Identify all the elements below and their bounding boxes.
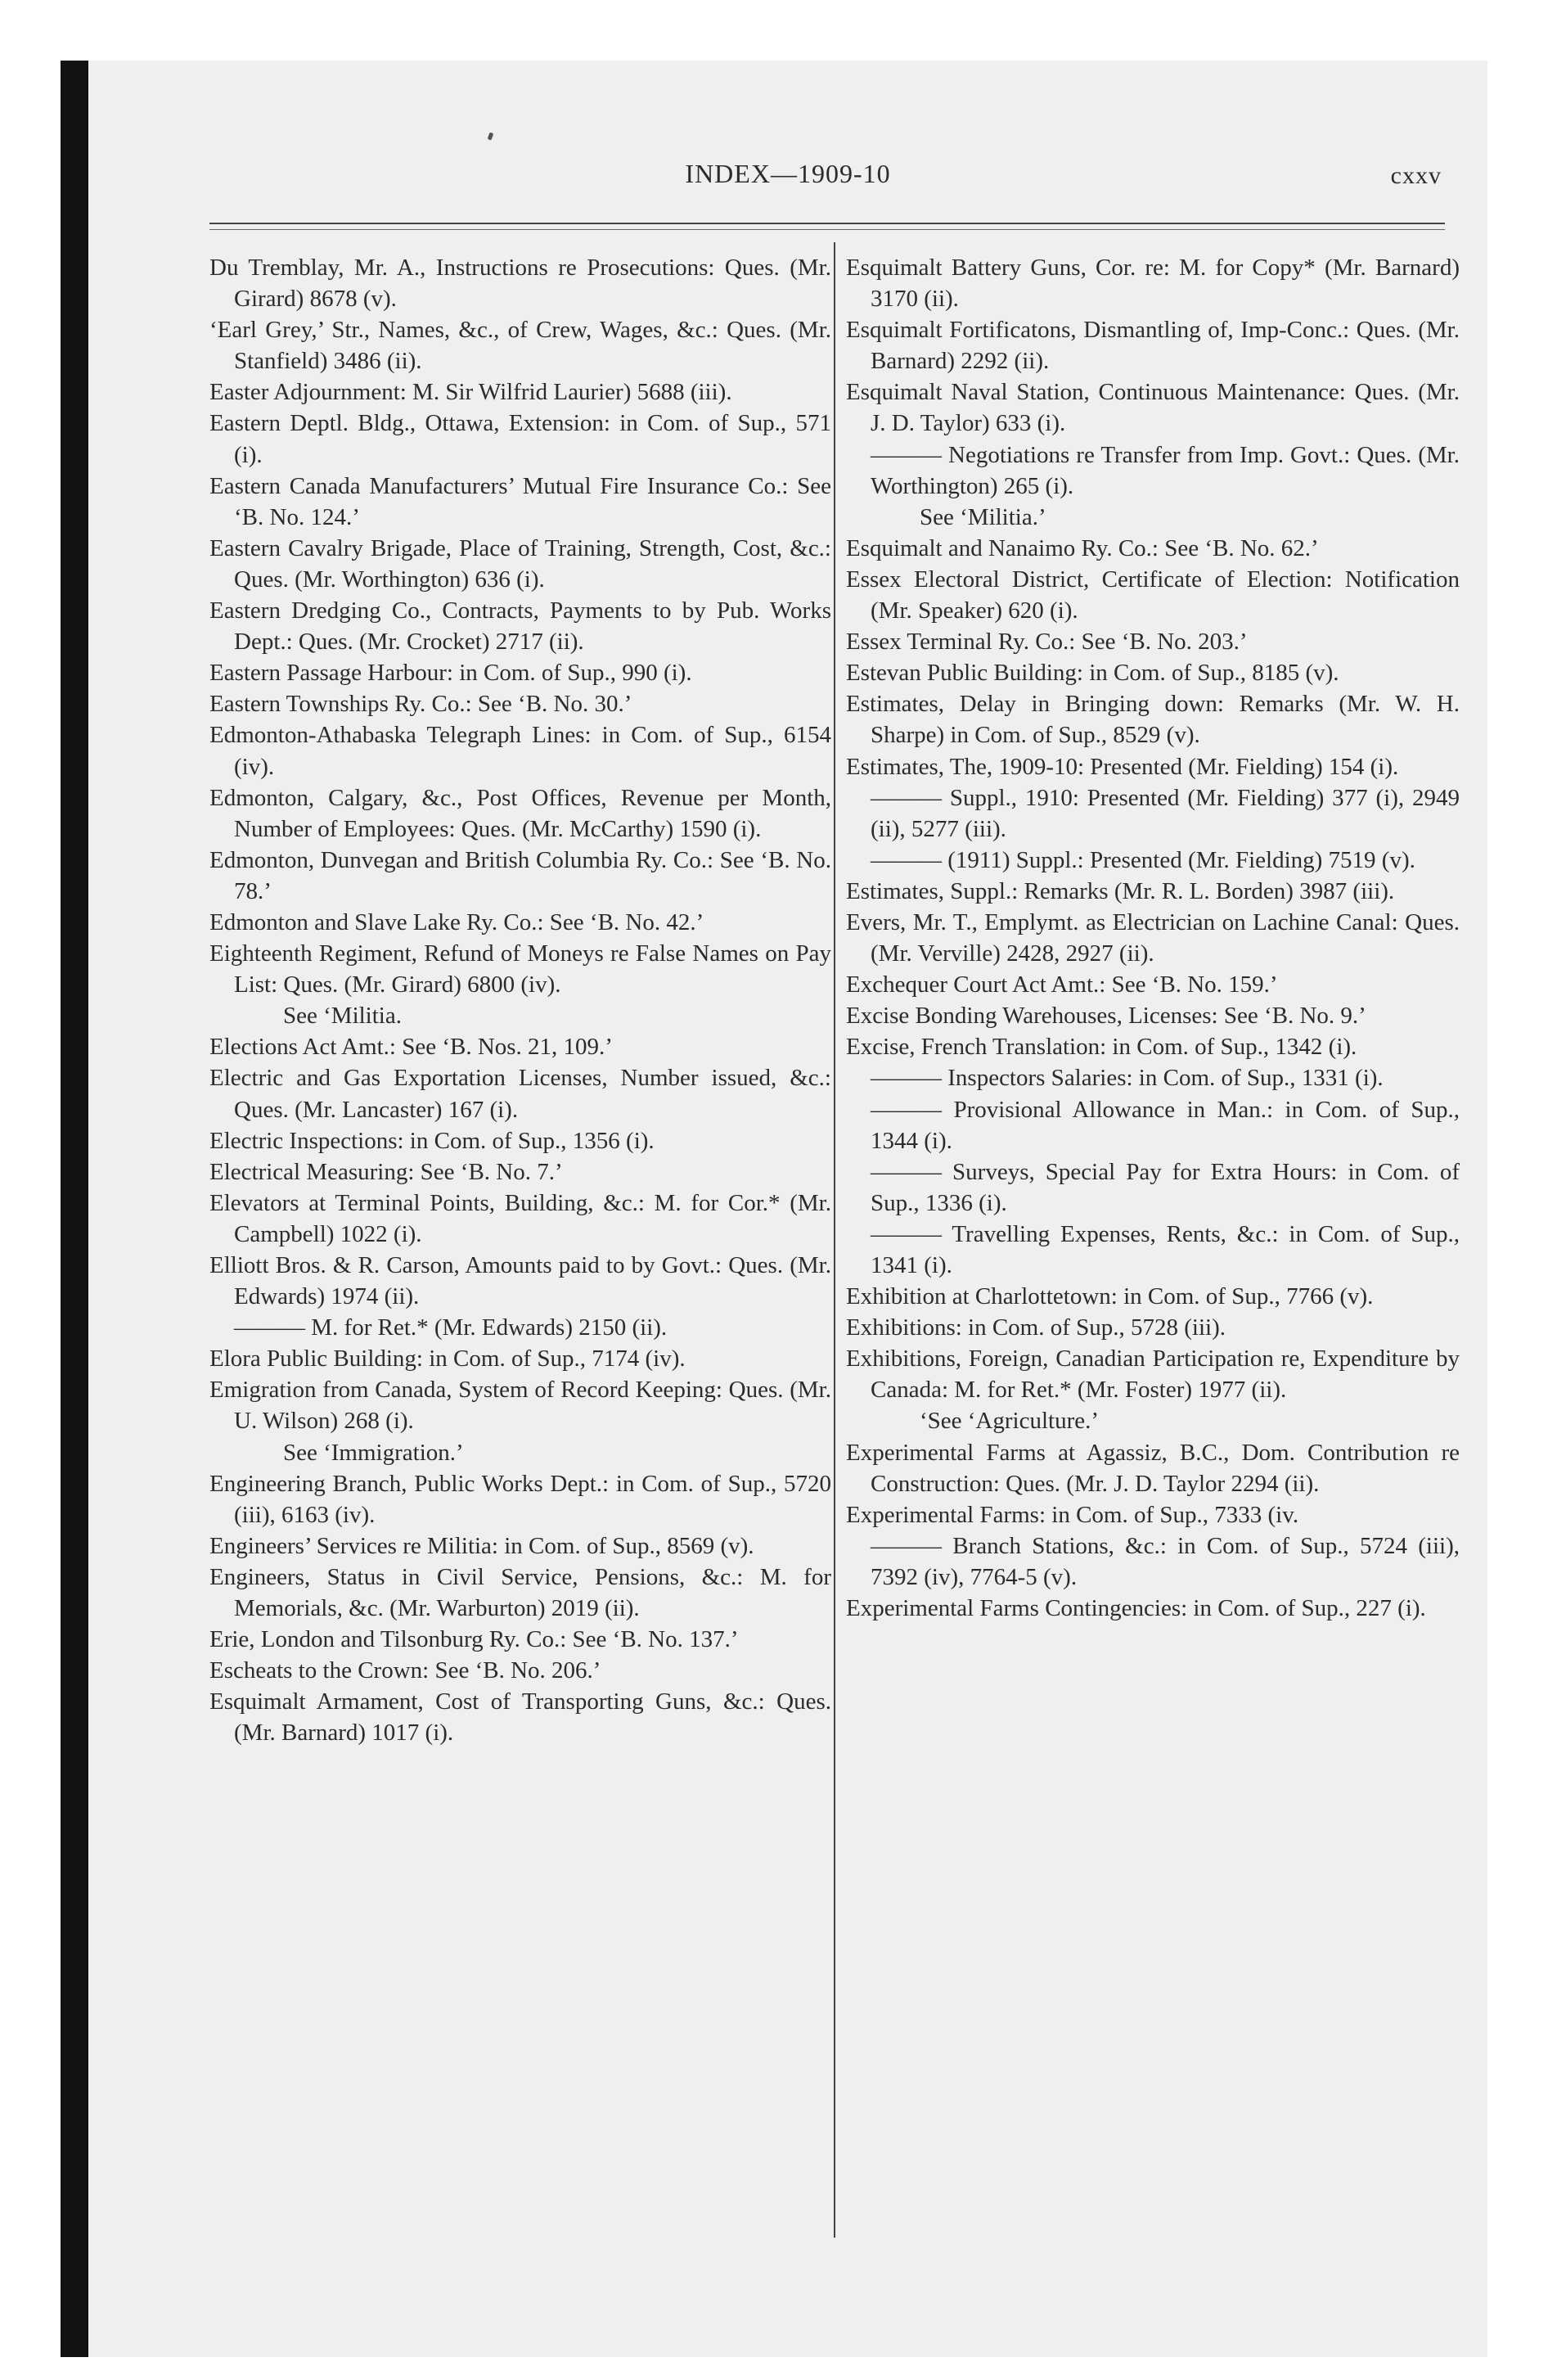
index-entry: Elliott Bros. & R. Carson, Amounts paid to by Govt.: Ques. (Mr. Edwards) 1974 (ii).: [209, 1252, 831, 1310]
index-entry: Eighteenth Regiment, Refund of Moneys re False Names on Pay List: Ques. (Mr. Girard) 6800 (iv).: [209, 940, 831, 998]
right-column: [846, 252, 1460, 1624]
index-entry: Edmonton and Slave Lake Ry. Co.: See ‘B. No. 42.’: [209, 908, 704, 935]
index-entry: Excise Bonding Warehouses, Licenses: See ‘B. No. 9.’: [846, 1003, 1366, 1030]
index-entry: Esquimalt and Nanaimo Ry. Co.: See ‘B. No. 62.’: [846, 534, 1319, 561]
page-number: cxxv: [1390, 162, 1442, 189]
index-entry: Estimates, The, 1909-10: Presented (Mr. Fielding) 154 (i).: [846, 753, 1399, 780]
index-entry: Exhibitions, Foreign, Canadian Participation re, Expenditure by Canada: M. for Ret.* (Mr. Foster) 1977 (ii).: [846, 1346, 1460, 1404]
index-entry: Eastern Passage Harbour: in Com. of Sup., 990 (i).: [209, 660, 692, 687]
index-entry: Eastern Townships Ry. Co.: See ‘B. No. 30.’: [209, 691, 632, 718]
index-entry: Essex Electoral District, Certificate of Election: Notification (Mr. Speaker) 620 (i).: [846, 566, 1460, 624]
index-entry: Electric Inspections: in Com. of Sup., 1356 (i).: [209, 1127, 655, 1154]
index-entry: ‘Earl Grey,’ Str., Names, &c., of Crew, Wages, &c.: Ques. (Mr. Stanfield) 3486 (ii).: [209, 317, 831, 375]
index-entry: Essex Terminal Ry. Co.: See ‘B. No. 203.’: [846, 629, 1248, 656]
header-rule: [209, 223, 1445, 224]
index-entry: Estevan Public Building: in Com. of Sup., 8185 (v).: [846, 660, 1339, 687]
index-entry: Electric and Gas Exportation Licenses, Number issued, &c.: Ques. (Mr. Lancaster) 167 (i).: [209, 1065, 831, 1123]
sub-entry: ——— Inspectors Salaries: in Com. of Sup., 1331 (i).: [871, 1065, 1384, 1092]
index-entry: Engineers, Status in Civil Service, Pensions, &c.: M. for Memorials, &c. (Mr. Warburton) 2019 (ii).: [209, 1563, 831, 1622]
index-entry: Esquimalt Fortificatons, Dismantling of, Imp-Conc.: Ques. (Mr. Barnard) 2292 (ii).: [846, 317, 1460, 375]
index-entry: Exchequer Court Act Amt.: See ‘B. No. 159.’: [846, 971, 1278, 998]
sub-entry: ——— (1911) Suppl.: Presented (Mr. Fielding) 7519 (v).: [871, 846, 1415, 873]
index-entry: Erie, London and Tilsonburg Ry. Co.: See ‘B. No. 137.’: [209, 1626, 739, 1653]
index-entry: Engineering Branch, Public Works Dept.: in Com. of Sup., 5720 (iii), 6163 (iv).: [209, 1470, 831, 1528]
left-column: [209, 252, 831, 1749]
index-entry: Du Tremblay, Mr. A., Instructions re Prosecutions: Ques. (Mr. Girard) 8678 (v).: [209, 255, 831, 313]
sub-entry: ——— Negotiations re Transfer from Imp. Govt.: Ques. (Mr. Worthington) 265 (i).: [871, 441, 1460, 499]
index-entry: Esquimalt Armament, Cost of Transporting Guns, &c.: Ques. (Mr. Barnard) 1017 (i).: [209, 1688, 831, 1747]
index-entry: Edmonton, Dunvegan and British Columbia Ry. Co.: See ‘B. No. 78.’: [209, 846, 831, 904]
see-also-entry: ‘See ‘Agriculture.’: [920, 1408, 1100, 1435]
index-entry: Evers, Mr. T., Emplymt. as Electrician on Lachine Canal: Ques. (Mr. Verville) 2428, 2927 (ii).: [846, 908, 1460, 967]
index-entry: Elections Act Amt.: See ‘B. Nos. 21, 109.’: [209, 1034, 613, 1061]
index-entry: Engineers’ Services re Militia: in Com. of Sup., 8569 (v).: [209, 1532, 754, 1559]
index-entry: Eastern Deptl. Bldg., Ottawa, Extension: in Com. of Sup., 571 (i).: [209, 410, 831, 468]
index-entry: Eastern Canada Manufacturers’ Mutual Fire Insurance Co.: See ‘B. No. 124.’: [209, 472, 831, 530]
page-title: INDEX—1909-10: [685, 159, 891, 188]
index-entry: Experimental Farms Contingencies: in Com. of Sup., 227 (i).: [846, 1595, 1426, 1622]
sub-entry: ——— Branch Stations, &c.: in Com. of Sup., 5724 (iii), 7392 (iv), 7764-5 (v).: [871, 1532, 1460, 1590]
index-entry: Elora Public Building: in Com. of Sup., 7174 (iv).: [209, 1346, 686, 1373]
index-entry: Estimates, Delay in Bringing down: Remarks (Mr. W. H. Sharpe) in Com. of Sup., 8529 (v).: [846, 691, 1460, 749]
scan-edge-shadow: [61, 61, 88, 2357]
index-entry: Electrical Measuring: See ‘B. No. 7.’: [209, 1158, 563, 1185]
see-also-entry: See ‘Militia.’: [920, 503, 1046, 530]
sub-entry: ——— M. for Ret.* (Mr. Edwards) 2150 (ii).: [234, 1314, 668, 1341]
see-also-entry: See ‘Immigration.’: [283, 1439, 464, 1466]
index-entry: Estimates, Suppl.: Remarks (Mr. R. L. Borden) 3987 (iii).: [846, 877, 1395, 904]
column-divider: [834, 242, 835, 2238]
index-entry: Excise, French Translation: in Com. of Sup., 1342 (i).: [846, 1034, 1357, 1061]
ink-speck: [488, 132, 494, 140]
sub-entry: ——— Travelling Expenses, Rents, &c.: in Com. of Sup., 1341 (i).: [871, 1220, 1460, 1278]
index-entry: Emigration from Canada, System of Record Keeping: Ques. (Mr. U. Wilson) 268 (i).: [209, 1377, 831, 1435]
index-entry: Esquimalt Naval Station, Continuous Maintenance: Ques. (Mr. J. D. Taylor) 633 (i).: [846, 379, 1460, 437]
index-entry: Edmonton, Calgary, &c., Post Offices, Revenue per Month, Number of Employees: Ques. (Mr. McCarthy) 1590 (i).: [209, 784, 831, 842]
index-entry: Esquimalt Battery Guns, Cor. re: M. for Copy* (Mr. Barnard) 3170 (ii).: [846, 255, 1460, 313]
sub-entry: ——— Provisional Allowance in Man.: in Com. of Sup., 1344 (i).: [871, 1096, 1460, 1154]
index-entry: Edmonton-Athabaska Telegraph Lines: in Com. of Sup., 6154 (iv).: [209, 722, 831, 780]
see-also-entry: See ‘Militia.: [283, 1003, 402, 1030]
index-entry: Easter Adjournment: M. Sir Wilfrid Laurier) 5688 (iii).: [209, 379, 732, 406]
sub-entry: ——— Surveys, Special Pay for Extra Hours: in Com. of Sup., 1336 (i).: [871, 1158, 1460, 1216]
index-entry: Elevators at Terminal Points, Building, &c.: M. for Cor.* (Mr. Campbell) 1022 (i).: [209, 1189, 831, 1247]
index-entry: Exhibition at Charlottetown: in Com. of Sup., 7766 (v).: [846, 1283, 1374, 1310]
index-entry: Eastern Dredging Co., Contracts, Payments to by Pub. Works Dept.: Ques. (Mr. Crocket) 2717 (ii).: [209, 597, 831, 656]
index-entry: Experimental Farms at Agassiz, B.C., Dom. Contribution re Construction: Ques. (Mr. J. D. Taylor 2294 (ii).: [846, 1439, 1460, 1497]
header-rule-thin: [209, 229, 1445, 230]
index-entry: Exhibitions: in Com. of Sup., 5728 (iii).: [846, 1314, 1226, 1341]
index-entry: Experimental Farms: in Com. of Sup., 7333 (iv.: [846, 1501, 1299, 1528]
sub-entry: ——— Suppl., 1910: Presented (Mr. Fielding) 377 (i), 2949 (ii), 5277 (iii).: [871, 784, 1460, 842]
index-entry: Escheats to the Crown: See ‘B. No. 206.’: [209, 1657, 601, 1684]
index-entry: Eastern Cavalry Brigade, Place of Training, Strength, Cost, &c.: Ques. (Mr. Worthington) 636 (i).: [209, 534, 831, 593]
index-page: [88, 61, 1487, 2357]
